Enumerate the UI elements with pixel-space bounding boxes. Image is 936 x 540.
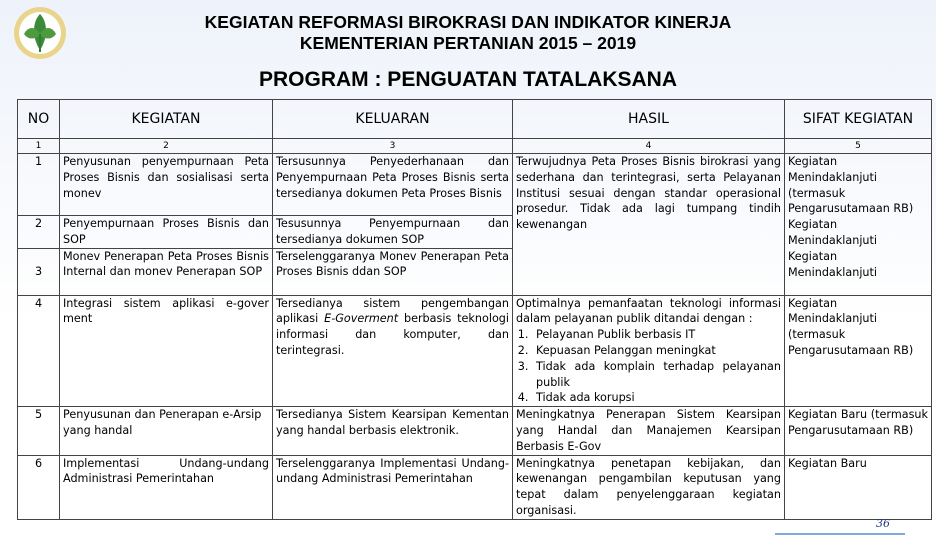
row-hasil: Terwujudnya Peta Proses Bisnis birokrasi yang sederhana dan terintegrasi, serta Pelayanan Institusi sesuai dengan standar operasional prosedur. Tidak ada lagi tumpang tindih kewenangan xyxy=(513,154,785,296)
header-keluaran: KELUARAN xyxy=(273,100,513,139)
table-header-row xyxy=(18,100,932,139)
row-kegiatan: Penyempurnaan Proses Bisnis dan SOP xyxy=(60,216,273,249)
col-number: 4 xyxy=(513,139,785,154)
list-item: 4. Tidak ada korupsi xyxy=(532,390,781,406)
table-row xyxy=(18,455,932,519)
hasil-intro: Optimalnya pemanfaatan teknologi informasi dalam pelayanan publik ditandai dengan : xyxy=(516,296,781,326)
sifat-text: Kegiatan Menindaklanjuti xyxy=(788,218,878,247)
row-no: 3 xyxy=(18,248,60,295)
title-line-2: KEMENTERIAN PERTANIAN 2015 – 2019 xyxy=(299,33,637,53)
header-hasil: HASIL xyxy=(513,100,785,139)
footer-rule xyxy=(775,533,905,535)
row-no: 5 xyxy=(18,407,60,455)
row-keluaran: Terselenggaranya Implementasi Undang-undang Administrasi Pemerintahan xyxy=(273,455,513,519)
row-sifat: Kegiatan Baru (termasuk Pengarusutamaan RB) xyxy=(785,407,932,455)
row-no: 4 xyxy=(18,295,60,407)
row-sifat xyxy=(785,154,932,296)
keluaran-text: Tersedianya sistem pengembangan aplikasi xyxy=(276,296,509,326)
row-kegiatan: Penyusunan dan Penerapan e-Arsip yang handal xyxy=(60,407,273,455)
row-hasil xyxy=(513,295,785,407)
keluaran-text: berbasis teknologi informasi dan komputer, dan terintegrasi. xyxy=(276,312,509,357)
col-number: 2 xyxy=(60,139,273,154)
col-number: 5 xyxy=(785,139,932,154)
row-hasil: Meningkatnya Penerapan Sistem Kearsipan yang Handal dan Manajemen Kearsipan Berbasis E-Gov xyxy=(513,407,785,455)
table-row xyxy=(18,154,932,216)
row-kegiatan: Monev Penerapan Peta Proses Bisnis Internal dan monev Penerapan SOP xyxy=(60,248,273,295)
header-no: NO xyxy=(18,100,60,139)
row-sifat: Kegiatan Baru xyxy=(785,455,932,519)
header-kegiatan: KEGIATAN xyxy=(60,100,273,139)
ministry-logo-icon xyxy=(10,4,70,62)
header-sifat: SIFAT KEGIATAN xyxy=(785,100,932,139)
row-keluaran: Terselenggaranya Monev Penerapan Peta Proses Bisnis ddan SOP xyxy=(273,248,513,295)
keluaran-emphasis: E-Goverment xyxy=(324,312,399,326)
table-row xyxy=(18,407,932,455)
program-heading: PROGRAM : PENGUATAN TATALAKSANA xyxy=(258,68,678,91)
row-keluaran: Tersedianya Sistem Kearsipan Kementan yang handal berbasis elektronik. xyxy=(273,407,513,455)
list-item: 2. Kepuasan Pelanggan meningkat xyxy=(532,343,781,359)
row-kegiatan: Implementasi Undang-undang Administrasi Pemerintahan xyxy=(60,455,273,519)
sifat-text: Kegiatan Menindaklanjuti (termasuk Pengarusutamaan RB) xyxy=(788,155,914,216)
list-item: 1. Pelayanan Publik berbasis IT xyxy=(532,327,781,343)
title-line-1: KEGIATAN REFORMASI BIROKRASI DAN INDIKATOR KINERJA xyxy=(204,12,732,32)
row-kegiatan: Integrasi sistem aplikasi e-gover ment xyxy=(60,295,273,407)
row-kegiatan: Penyusunan penyempurnaan Peta Proses Bisnis dan sosialisasi serta monev xyxy=(60,154,273,216)
row-no: 2 xyxy=(18,216,60,249)
row-sifat: Kegiatan Menindaklanjuti (termasuk Pengarusutamaan RB) xyxy=(785,295,932,407)
page-number: 36 xyxy=(876,517,890,530)
sifat-text: Kegiatan Menindaklanjuti xyxy=(788,249,878,279)
list-item: 3. Tidak ada komplain terhadap pelayanan publik xyxy=(532,359,781,391)
row-no: 6 xyxy=(18,455,60,519)
page-title xyxy=(80,12,856,54)
activity-table xyxy=(17,99,932,520)
row-no: 1 xyxy=(18,154,60,216)
table-row xyxy=(18,295,932,407)
col-number: 3 xyxy=(273,139,513,154)
row-hasil: Meningkatnya penetapan kebijakan, dan kewenangan pengambilan keputusan yang tepat dalam penyelenggaraan kegiatan organisasi. xyxy=(513,455,785,519)
col-number: 1 xyxy=(18,139,60,154)
row-keluaran: Tersusunnya Penyederhanaan dan Penyempurnaan Peta Proses Bisnis serta tersedianya dokumen Peta Proses Bisnis xyxy=(273,154,513,216)
row-keluaran: Tesusunnya Penyempurnaan dan tersedianya dokumen SOP xyxy=(273,216,513,249)
hasil-list xyxy=(516,327,781,406)
row-keluaran xyxy=(273,295,513,407)
column-number-row xyxy=(18,139,932,154)
